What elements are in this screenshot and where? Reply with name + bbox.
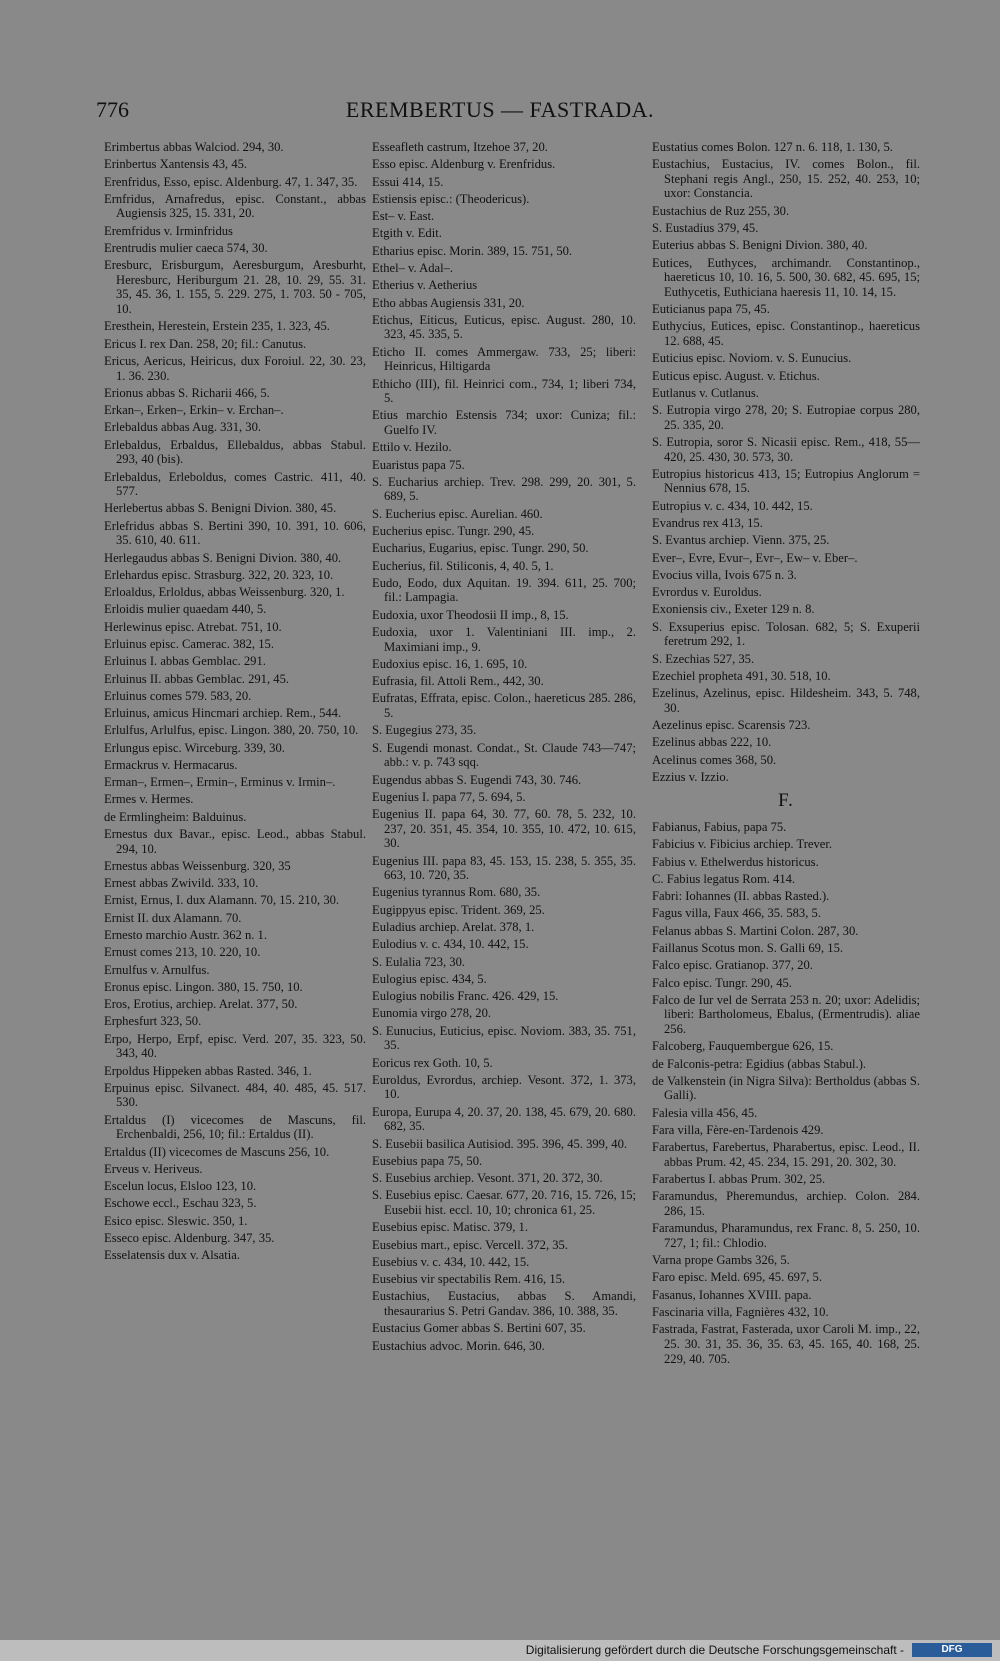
index-entry: Erluinus II. abbas Gemblac. 291, 45. — [104, 671, 290, 686]
index-entry: Erlefridus abbas S. Bertini 390, 10. 391, 10. 606, 35. 610, 40. 611. — [104, 518, 366, 548]
index-entry: Eremfridus v. Irminfridus — [104, 223, 233, 238]
index-entry: Esseafleth castrum, Itzehoe 37, 20. — [372, 140, 548, 154]
index-entry: Est– v. East. — [372, 209, 435, 224]
index-entry: Ernest abbas Zwivild. 333, 10. — [104, 876, 259, 891]
index-entry: Fabianus, Fabius, papa 75. — [652, 820, 787, 834]
index-entry: de Falconis-petra: Egidius (abbas Stabul.). — [652, 1056, 867, 1071]
index-entry: Eusebius papa 75, 50. — [372, 1153, 483, 1168]
index-entry: Ezechiel propheta 491, 30. 518, 10. — [652, 668, 831, 683]
index-entry: Eudo, Eodo, dux Aquitan. 19. 394. 611, 25. 700; fil.: Lampagia. — [372, 575, 636, 605]
index-entry: Erluinus, amicus Hincmari archiep. Rem., 544. — [104, 706, 342, 721]
index-entry: Ettilo v. Hezilo. — [372, 440, 452, 455]
index-entry: de Ermlingheim: Balduinus. — [104, 809, 247, 824]
index-entry: Erenfridus, Esso, episc. Aldenburg. 47, 1. 347, 35. — [104, 174, 358, 189]
index-entry: S. Eustadius 379, 45. — [652, 221, 759, 236]
index-entry: Varna prope Gambs 326, 5. — [652, 1253, 790, 1268]
index-entry: Erlebaldus, Erleboldus, comes Castric. 411, 40. 577. — [104, 469, 366, 499]
index-entry: Eros, Erotius, archiep. Arelat. 377, 50. — [104, 997, 298, 1012]
index-entry: Erlebaldus abbas Aug. 331, 30. — [104, 420, 262, 435]
index-entry: Esico episc. Sleswic. 350, 1. — [104, 1213, 248, 1228]
index-entry: Evocius villa, Ivois 675 n. 3. — [652, 567, 797, 582]
digitization-footer — [0, 1640, 1000, 1661]
index-entry: Ethicho (III), fil. Heinrici com., 734, 1; liberi 734, 5. — [372, 376, 636, 406]
index-entry: Fasanus, Iohannes XVIII. papa. — [652, 1287, 812, 1302]
index-entry: S. Evantus archiep. Vienn. 375, 25. — [652, 533, 830, 548]
index-entry: Eulogius nobilis Franc. 426. 429, 15. — [372, 989, 559, 1004]
index-entry: Ernust comes 213, 10. 220, 10. — [104, 945, 261, 960]
index-entry: Fastrada, Fastrat, Fasterada, uxor Caroli M. imp., 22, 25. 30. 31, 35. 36, 35. 63, 45. 165, 40. 168, 25. 229, 40. 705. — [652, 1322, 920, 1366]
index-column-1 — [104, 140, 366, 1266]
index-entry: Erloidis mulier quaedam 440, 5. — [104, 602, 267, 617]
index-entry: Eutices, Euthyces, archimandr. Constantinop., haereticus 10, 10. 16, 5. 500, 30. 682, 45. 695, 15; Euthycetis, Euthiciana haeresis 11, 10. 14, 15. — [652, 255, 920, 299]
index-entry: Esselatensis dux v. Alsatia. — [104, 1248, 240, 1263]
index-entry: S. Eucharius archiep. Trev. 298. 299, 20. 301, 5. 689, 5. — [372, 474, 636, 504]
index-entry: S. Ezechias 527, 35. — [652, 651, 755, 666]
index-entry: Eucharius, Eugarius, episc. Tungr. 290, 50. — [372, 541, 589, 556]
index-entry: Eustachius, Eustacius, IV. comes Bolon., fil. Stephani regis Angl., 250, 15. 252, 40. 253, 10; uxor: Constancia. — [652, 157, 920, 201]
index-entry: Eucherius, fil. Stiliconis, 4, 40. 5, 1. — [372, 558, 554, 573]
index-entry: Erpoldus Hippeken abbas Rasted. 346, 1. — [104, 1063, 312, 1078]
dfg-logo-icon: DFG — [912, 1643, 992, 1657]
index-entry: Eugippyus episc. Trident. 369, 25. — [372, 902, 545, 917]
index-entry: Eusebius episc. Matisc. 379, 1. — [372, 1220, 529, 1235]
index-entry: Euticius episc. Noviom. v. S. Eunucius. — [652, 351, 852, 366]
index-entry: Falco de Iur vel de Serrata 253 n. 20; uxor: Adelidis; liberi: Bartholomeus, Ebalus, (Ermentrudis). aliae 256. — [652, 992, 920, 1036]
index-entry: Eustachius, Eustacius, abbas S. Amandi, thesaurarius S. Petri Gandav. 386, 10. 388, 35. — [372, 1289, 636, 1318]
index-entry: Herlegaudus abbas S. Benigni Divion. 380, 40. — [104, 550, 342, 565]
index-entry: Eucherius episc. Tungr. 290, 45. — [372, 524, 535, 539]
index-entry: Eugendus abbas S. Eugendi 743, 30. 746. — [372, 772, 582, 787]
index-entry: Ezelinus abbas 222, 10. — [652, 735, 772, 750]
index-entry: Ernulfus v. Arnulfus. — [104, 962, 210, 977]
index-entry: Evrordus v. Euroldus. — [652, 585, 762, 600]
index-entry: Erlehardus episc. Strasburg. 322, 20. 323, 10. — [104, 567, 334, 582]
index-entry: Etherius v. Aetherius — [372, 278, 478, 293]
index-entry: Falcoberg, Fauquembergue 626, 15. — [652, 1039, 834, 1054]
index-entry: Farabertus I. abbas Prum. 302, 25. — [652, 1172, 826, 1187]
index-entry: Eustachius advoc. Morin. 646, 30. — [372, 1338, 545, 1353]
index-entry: Eustatius comes Bolon. 127 n. 6. 118, 1. 130, 5. — [652, 140, 893, 154]
index-entry: Eustacius Gomer abbas S. Bertini 607, 35. — [372, 1321, 586, 1336]
index-entry: Eustachius de Ruz 255, 30. — [652, 203, 790, 218]
index-entry: Etho abbas Augiensis 331, 20. — [372, 295, 525, 310]
index-entry: Eresthein, Herestein, Erstein 235, 1. 323, 45. — [104, 319, 330, 334]
index-entry: Erluinus I. abbas Gemblac. 291. — [104, 654, 266, 669]
index-entry: Eugenius II. papa 64, 30. 77, 60. 78, 5. 232, 10. 237, 20. 351, 45. 354, 10. 355, 10. 472, 10. 615, 30. — [372, 807, 636, 851]
index-entry: Eusebius mart., episc. Vercell. 372, 35. — [372, 1237, 568, 1252]
index-entry: Falco episc. Tungr. 290, 45. — [652, 975, 792, 990]
index-entry: Essui 414, 15. — [372, 174, 444, 189]
index-entry: Erluinus episc. Camerac. 382, 15. — [104, 636, 274, 651]
index-entry: Ezelinus, Azelinus, episc. Hildesheim. 343, 5. 748, 30. — [652, 686, 920, 715]
index-entry: de Valkenstein (in Nigra Silva): Bertholdus (abbas S. Galli). — [652, 1073, 920, 1103]
index-entry: S. Eusebii basilica Autisiod. 395. 396, 45. 399, 40. — [372, 1136, 628, 1151]
index-entry: Etharius episc. Morin. 389, 15. 751, 50. — [372, 243, 573, 258]
section-letter-heading: F. — [778, 790, 794, 812]
index-entry: Erionus abbas S. Richarii 466, 5. — [104, 385, 270, 400]
index-entry: Esseco episc. Aldenburg. 347, 35. — [104, 1231, 275, 1246]
index-entry: Evandrus rex 413, 15. — [652, 515, 763, 530]
index-entry: Eutropius historicus 413, 15; Eutropius Anglorum = Nennius 678, 15. — [652, 466, 920, 496]
index-entry: Euladius archiep. Arelat. 378, 1. — [372, 919, 535, 934]
index-entry: Erphesfurt 323, 50. — [104, 1014, 202, 1029]
index-entry: Erloaldus, Erloldus, abbas Weissenburg. 320, 1. — [104, 585, 345, 600]
index-column-2 — [372, 140, 636, 1356]
index-entry: Escelun locus, Elsloo 123, 10. — [104, 1179, 257, 1194]
index-entry: S. Eusebius archiep. Vesont. 371, 20. 372, 30. — [372, 1171, 603, 1186]
index-entry: S. Eulalia 723, 30. — [372, 954, 466, 969]
index-entry: S. Eucherius episc. Aurelian. 460. — [372, 506, 543, 521]
index-entry: Falesia villa 456, 45. — [652, 1105, 758, 1120]
index-entry: Exoniensis civ., Exeter 129 n. 8. — [652, 602, 815, 617]
index-entry: Erveus v. Heriveus. — [104, 1161, 203, 1176]
index-entry: Eunomia virgo 278, 20. — [372, 1006, 492, 1021]
index-entry: Euterius abbas S. Benigni Divion. 380, 40. — [652, 238, 868, 253]
index-entry: Ernestus abbas Weissenburg. 320, 35 — [104, 858, 291, 873]
index-entry: Ernfridus, Arnafredus, episc. Constant., abbas Augiensis 325, 15. 331, 20. — [104, 191, 366, 221]
index-entry: Erentrudis mulier caeca 574, 30. — [104, 241, 268, 255]
index-entry: Ertaldus (I) vicecomes de Mascuns, fil. Erchenbaldi, 256, 10; fil.: Ertaldus (II). — [104, 1112, 366, 1142]
index-entry: C. Fabius legatus Rom. 414. — [652, 871, 796, 886]
index-entry: Eudoxius episc. 16, 1. 695, 10. — [372, 656, 528, 671]
index-entry: Felanus abbas S. Martini Colon. 287, 30. — [652, 923, 859, 938]
index-entry: Euaristus papa 75. — [372, 457, 465, 472]
index-entry: Estiensis episc.: (Theodericus). — [372, 191, 530, 206]
index-entry: Eoricus rex Goth. 10, 5. — [372, 1055, 493, 1070]
index-entry: S. Eusebius episc. Caesar. 677, 20. 716, 15. 726, 15; Eusebii hist. eccl. 10, 10; chronica 61, 25. — [372, 1188, 636, 1217]
index-entry: Eticho II. comes Ammergaw. 733, 25; liberi: Heinricus, Hiltigarda — [372, 344, 636, 374]
index-entry: Erpuinus episc. Silvanect. 484, 40. 485, 45. 517. 530. — [104, 1080, 366, 1110]
index-entry: Fabri: Iohannes (II. abbas Rasted.). — [652, 889, 830, 904]
index-entry: Ermes v. Hermes. — [104, 792, 194, 807]
index-entry: S. Eutropia virgo 278, 20; S. Eutropiae corpus 280, 25. 335, 20. — [652, 403, 920, 432]
running-head: EREMBERTUS — FASTRADA. — [345, 97, 655, 122]
index-entry: Erimbertus abbas Walciod. 294, 30. — [104, 140, 284, 154]
index-entry: Aezelinus episc. Scarensis 723. — [652, 717, 811, 732]
index-entry: Acelinus comes 368, 50. — [652, 752, 777, 767]
index-entry: Etgith v. Edit. — [372, 226, 442, 241]
index-entry: Falco episc. Gratianop. 377, 20. — [652, 958, 813, 973]
index-entry: Eugenius III. papa 83, 45. 153, 15. 238, 5. 355, 35. 663, 10. 720, 35. — [372, 853, 636, 883]
index-entry: Eugenius I. papa 77, 5. 694, 5. — [372, 789, 526, 804]
index-entry: Faro episc. Meld. 695, 45. 697, 5. — [652, 1270, 822, 1285]
index-entry: Erluinus comes 579. 583, 20. — [104, 688, 252, 703]
index-entry: Esso episc. Aldenburg v. Erenfridus. — [372, 157, 556, 172]
index-entry: Ericus, Aericus, Heiricus, dux Foroiul. 22, 30. 23, 1. 36. 230. — [104, 353, 366, 383]
index-entry: S. Eugegius 273, 35. — [372, 723, 477, 738]
index-entry: Eschowe eccl., Eschau 323, 5. — [104, 1196, 257, 1211]
page-number: 776 — [96, 97, 129, 122]
index-entry: Eufrasia, fil. Attoli Rem., 442, 30. — [372, 674, 544, 689]
index-entry: Erpo, Herpo, Erpf, episc. Verd. 207, 35. 323, 50. 343, 40. — [104, 1031, 366, 1061]
index-entry: Fabius v. Ethelwerdus historicus. — [652, 854, 819, 869]
index-entry: Ernist, Ernus, I. dux Alamann. 70, 15. 210, 30. — [104, 893, 340, 908]
index-entry: Euthycius, Eutices, episc. Constantinop., haereticus 12. 688, 45. — [652, 319, 920, 348]
index-entry: Eutropius v. c. 434, 10. 442, 15. — [652, 498, 813, 513]
index-entry: Euticianus papa 75, 45. — [652, 302, 770, 317]
index-entry: Eronus episc. Lingon. 380, 15. 750, 10. — [104, 979, 303, 994]
index-entry: Ezzius v. Izzio. — [652, 769, 729, 784]
index-entry: Eulodius v. c. 434, 10. 442, 15. — [372, 937, 529, 952]
index-entry: Fascinaria villa, Fagnières 432, 10. — [652, 1305, 829, 1320]
index-entry: Eulogius episc. 434, 5. — [372, 971, 487, 986]
index-entry: Fabicius v. Fibicius archiep. Trever. — [652, 837, 833, 852]
index-entry: Eresburc, Erisburgum, Aeresburgum, Aresburht, Heresburc, Heriburgum 21. 28, 10. 29, 55. 31. 35, 45. 36, 1. 155, 5. 229. 275, 1. 703. 50 - 705, 10. — [104, 258, 366, 317]
index-entry: Eusebius v. c. 434, 10. 442, 15. — [372, 1254, 530, 1269]
index-entry: Herlewinus episc. Atrebat. 751, 10. — [104, 619, 282, 634]
index-entry: Erlulfus, Arlulfus, episc. Lingon. 380, 20. 750, 10. — [104, 723, 359, 738]
footer-credit: Digitalisierung gefördert durch die Deutsche Forschungsgemeinschaft - — [525, 1643, 904, 1657]
index-entry: S. Eugendi monast. Condat., St. Claude 743—747; abb.: v. p. 743 sqq. — [372, 740, 636, 770]
index-entry: Europa, Eurupa 4, 20. 37, 20. 138, 45. 679, 20. 680. 682, 35. — [372, 1104, 636, 1134]
index-entry: Erman–, Ermen–, Ermin–, Erminus v. Irmin–. — [104, 775, 336, 790]
index-entry: Ernesto marchio Austr. 362 n. 1. — [104, 928, 267, 943]
index-entry: Erlungus episc. Wirceburg. 339, 30. — [104, 740, 285, 755]
index-entry: Ernist II. dux Alamann. 70. — [104, 910, 242, 925]
index-entry: Ever–, Evre, Evur–, Evr–, Ew– v. Eber–. — [652, 550, 858, 565]
index-entry: Ermackrus v. Hermacarus. — [104, 757, 238, 772]
index-entry: Erkan–, Erken–, Erkin– v. Erchan–. — [104, 403, 284, 418]
index-entry: Faillanus Scotus mon. S. Galli 69, 15. — [652, 940, 844, 955]
index-entry: Etichus, Eiticus, Euticus, episc. August. 280, 10. 323, 45. 335, 5. — [372, 312, 636, 342]
index-entry: Euroldus, Evrordus, archiep. Vesont. 372, 1. 373, 10. — [372, 1072, 636, 1102]
index-entry: Eusebius vir spectabilis Rem. 416, 15. — [372, 1272, 566, 1287]
index-entry: Fagus villa, Faux 466, 35. 583, 5. — [652, 906, 821, 921]
index-entry: S. Eunucius, Euticius, episc. Noviom. 383, 35. 751, 35. — [372, 1023, 636, 1053]
index-entry: Eudoxia, uxor Theodosii II imp., 8, 15. — [372, 607, 569, 622]
index-entry: Faramundus, Pheremundus, archiep. Colon. 284. 286, 15. — [652, 1189, 920, 1219]
index-entry: Fara villa, Fère-en-Tardenois 429. — [652, 1123, 824, 1137]
index-entry: Ernestus dux Bavar., episc. Leod., abbas Stabul. 294, 10. — [104, 827, 366, 856]
index-entry: Erinbertus Xantensis 43, 45. — [104, 157, 248, 172]
index-entry: S. Exsuperius episc. Tolosan. 682, 5; S. Exuperii feretrum 292, 1. — [652, 619, 920, 649]
index-entry: Ethel– v. Adal–. — [372, 260, 454, 275]
index-entry: Faramundus, Pharamundus, rex Franc. 8, 5. 250, 10. 727, 1; fil.: Chlodio. — [652, 1221, 920, 1250]
index-entry: Etius marchio Estensis 734; uxor: Cuniza; fil.: Guelfo IV. — [372, 408, 636, 438]
index-entry: Erlebaldus, Erbaldus, Ellebaldus, abbas Stabul. 293, 40 (bis). — [104, 437, 366, 467]
index-entry: Eutlanus v. Cutlanus. — [652, 385, 759, 400]
index-entry: Eudoxia, uxor 1. Valentiniani III. imp., 2. Maximiani imp., 9. — [372, 625, 636, 654]
index-entry: Euticus episc. August. v. Etichus. — [652, 368, 820, 383]
index-column-3 — [652, 140, 920, 1369]
index-entry: Eugenius tyrannus Rom. 680, 35. — [372, 885, 541, 900]
index-entry: Eufratas, Effrata, episc. Colon., haereticus 285. 286, 5. — [372, 691, 636, 721]
index-entry: Ericus I. rex Dan. 258, 20; fil.: Canutus. — [104, 336, 307, 351]
index-entry: Farabertus, Farebertus, Pharabertus, episc. Leod., II. abbas Prum. 42, 45. 234, 15. 291, 20. 302, 30. — [652, 1140, 920, 1169]
index-entry: S. Eutropia, soror S. Nicasii episc. Rem., 418, 55—420, 25. 430, 30. 573, 30. — [652, 434, 920, 464]
index-entry: Herlebertus abbas S. Benigni Divion. 380, 45. — [104, 501, 337, 516]
index-entry: Ertaldus (II) vicecomes de Mascuns 256, 10. — [104, 1144, 330, 1159]
